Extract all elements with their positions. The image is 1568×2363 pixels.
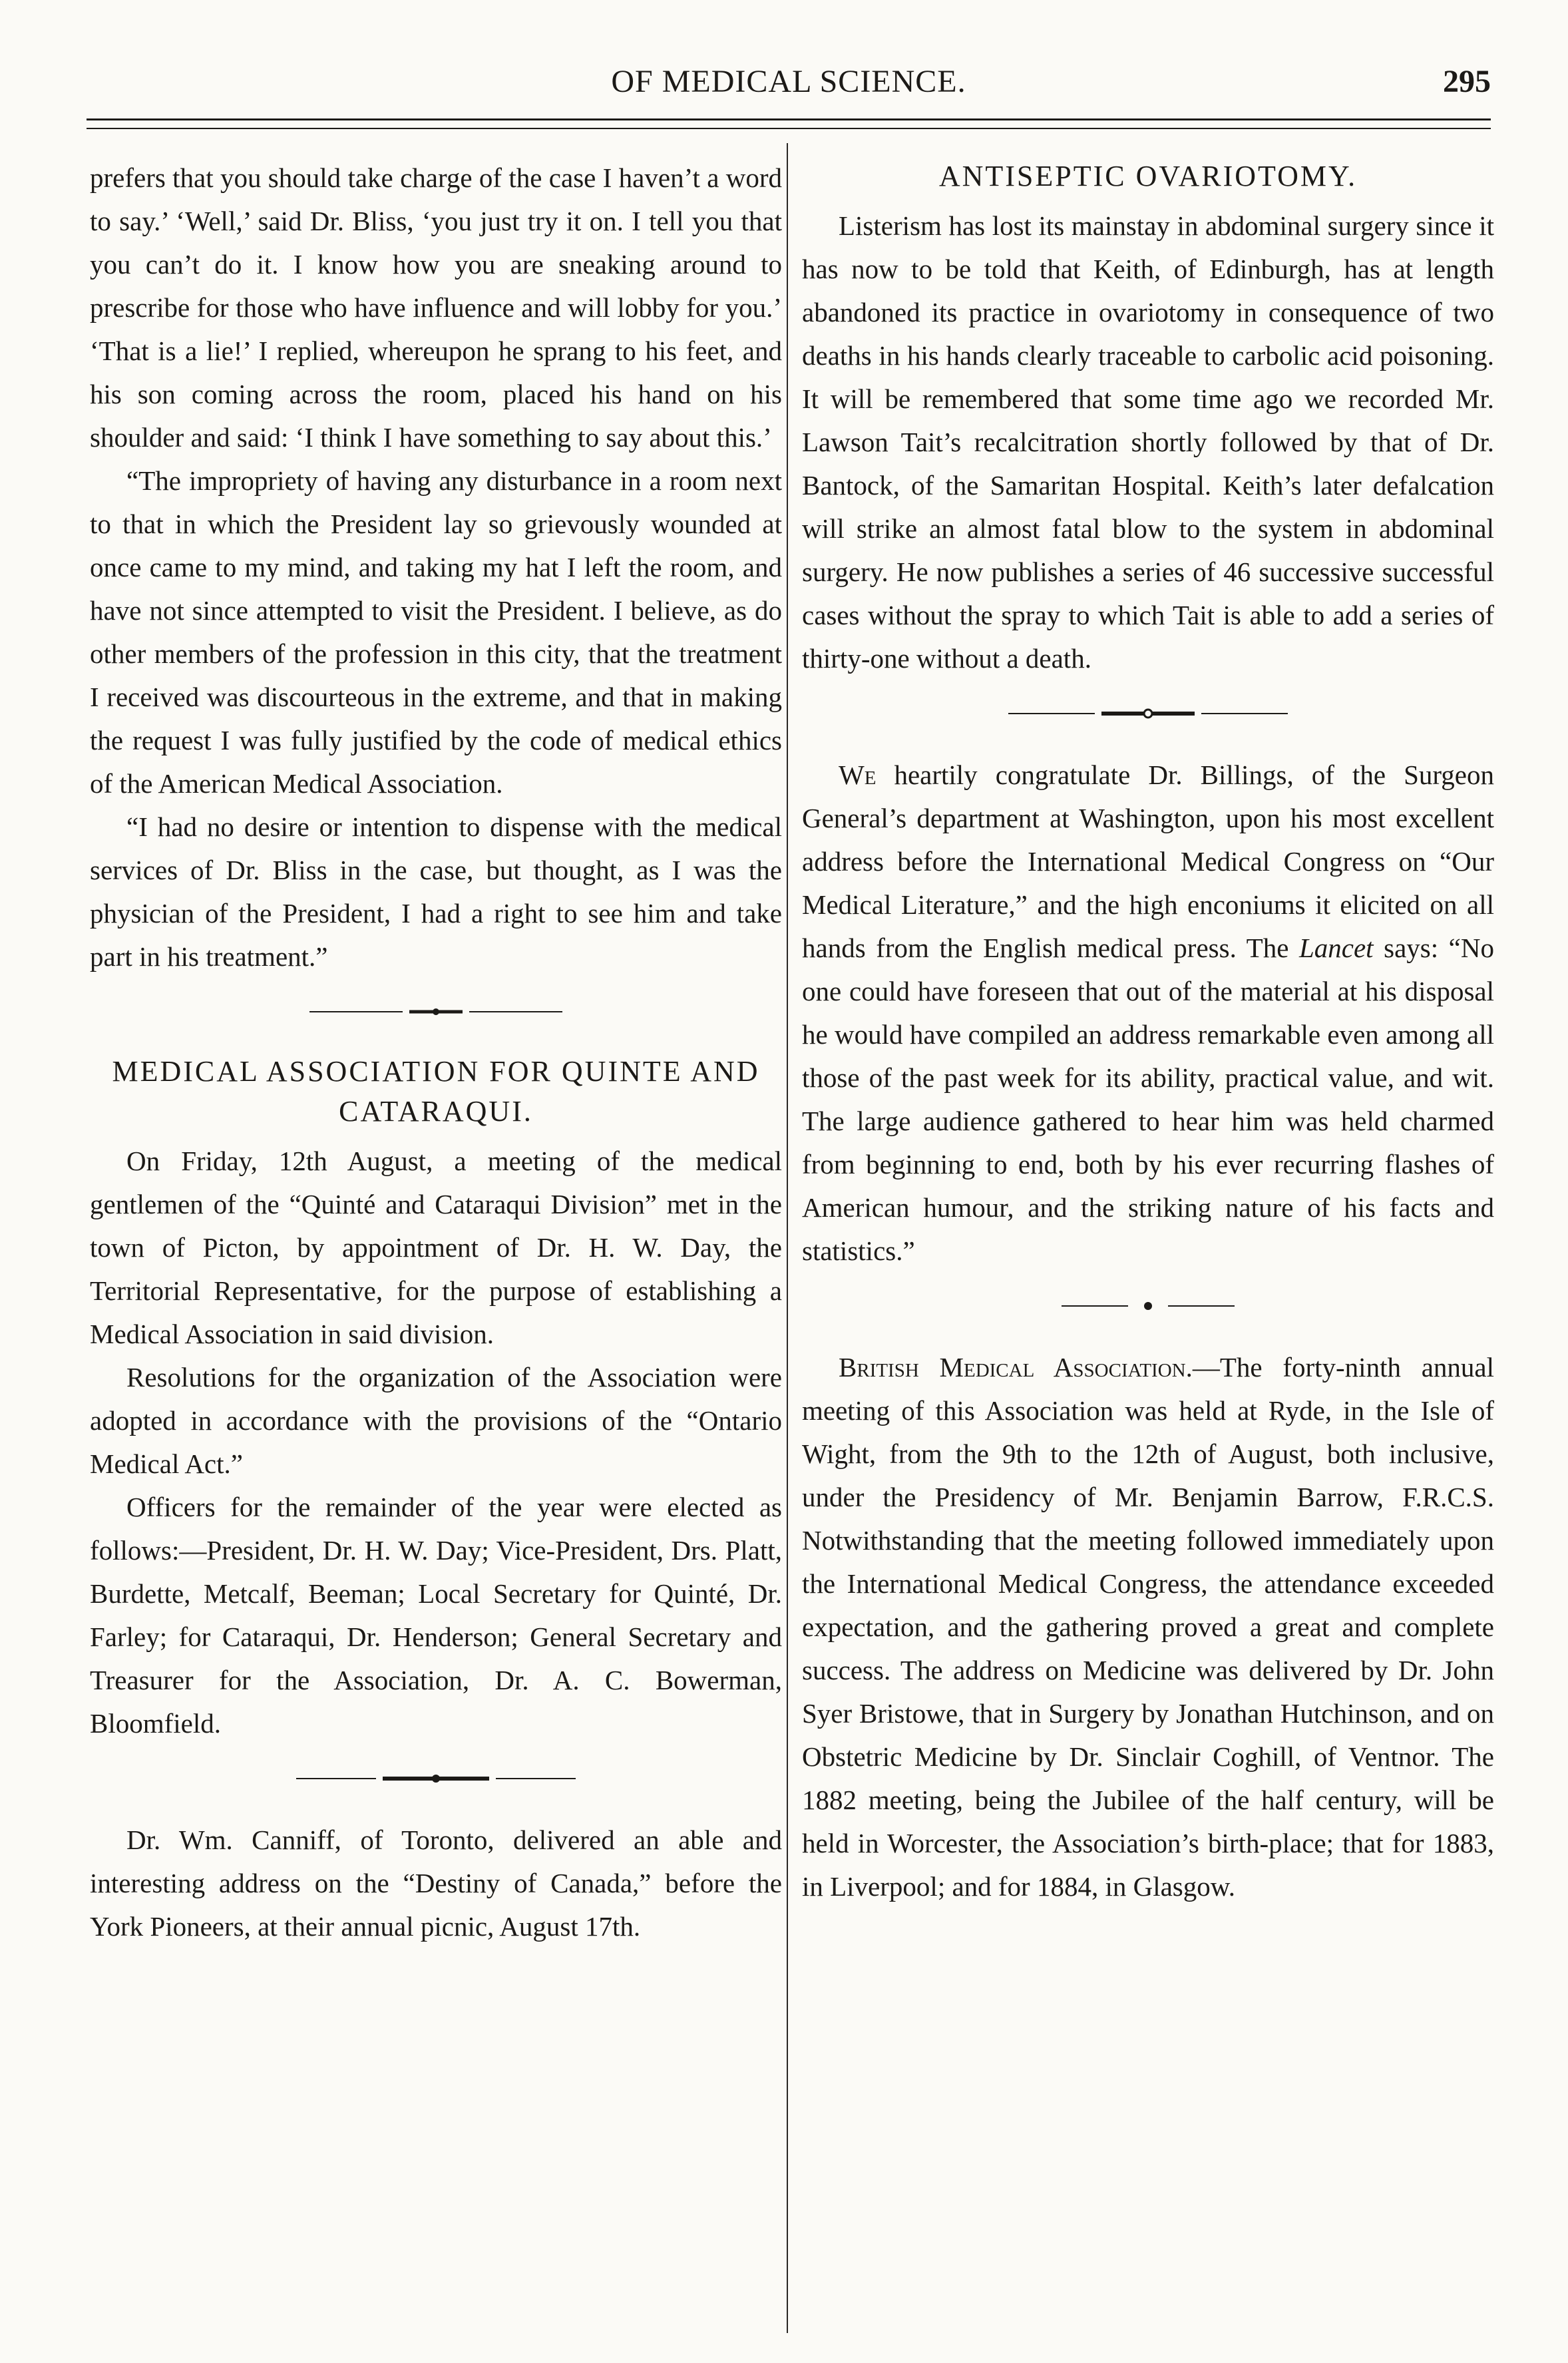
running-title: OF MEDICAL SCIENCE. bbox=[611, 64, 966, 99]
left-column bbox=[90, 156, 782, 1948]
paragraph-billings: We heartily congratulate Dr. Billings, of the Surgeon General’s department at Washington, upon his most excellent address before the International Medical Congress on “Our Medical Literature,” and the high enconiums it elicited on all hands from the English medical press. The Lancet says: “No one could have foreseen that out of the material at his disposal he would have compiled an address remarkable even among all those of the past week for its ability, practical value, and wit. The large audience gathered to hear him was held charmed from beginning to end, both by his ever recurring flashes of American humour, and the striking nature of his facts and statistics.” bbox=[802, 759, 1494, 1266]
lead-phrase: British Medical Association. bbox=[839, 1352, 1193, 1383]
heading-antiseptic-ovariotomy: ANTISEPTIC OVARIOTOMY. bbox=[938, 160, 1358, 192]
heading-quinte-cataraqui: MEDICAL ASSOCIATION FOR QUINTE AND CATARAQUI. bbox=[112, 1055, 760, 1128]
lead-word: We bbox=[839, 759, 877, 790]
journal-title: Lancet bbox=[1298, 933, 1374, 963]
paragraph-meeting: On Friday, 12th August, a meeting of the medical gentlemen of the “Quinté and Cataraqui Division” met in the town of Picton, by appointment of Dr. H. W. Day, the Territorial Representative, for the purpose of establishing a Medical Association in said division. bbox=[90, 1146, 782, 1349]
header-double-rule bbox=[87, 118, 1491, 129]
paragraph-resolutions: Resolutions for the organization of the Association were adopted in accordance with the provisions of the “Ontario Medical Act.” bbox=[90, 1362, 782, 1479]
section-divider-ornament bbox=[296, 1005, 576, 1018]
right-column bbox=[802, 156, 1494, 1908]
paragraph-no-desire: “I had no desire or intention to dispense with the medical services of Dr. Bliss in the case, but thought, as I was the physician of the President, I had a right to see him and take part in his treatment.” bbox=[90, 811, 782, 972]
section-divider-ornament bbox=[283, 1772, 589, 1785]
paragraph-continued: prefers that you should take charge of the case I haven’t a word to say.’ ‘Well,’ said Dr. Bliss, ‘you just try it on. I tell you that you can’t do it. I know how you are sneaking around to prescribe for those who have influence and will lobby for you.’ ‘That is a lie!’ I replied, whereupon he sprang to his feet, and his son coming across the room, placed his hand on his shoulder and said: ‘I think I have something to say about this.’ bbox=[90, 162, 782, 453]
paragraph-impropriety: “The impropriety of having any disturbance in a room next to that in which the President lay so grievously wounded at once came to my mind, and taking my hat I left the room, and have not since attempted to visit the President. I believe, as do other members of the profession in this city, that the treatment I received was discourteous in the extreme, and that in making the request I was fully justified by the code of medical ethics of the American Medical Association. bbox=[90, 465, 782, 799]
paragraph-listerism: Listerism has lost its mainstay in abdominal surgery since it has now to be told that Keith, of Edinburgh, has at length abandoned its practice in ovariotomy in consequence of two deaths in his hands clearly traceable to carbolic acid poisoning. It will be remembered that some time ago we recorded Mr. Lawson Tait’s recalcitration shortly followed by that of Dr. Bantock, of the Samaritan Hospital. Keith’s later defalcation will strike an almost fatal blow to the system in abdominal surgery. He now publishes a series of 46 successive successful cases without the spray to which Tait is able to add a series of thirty-one without a death. bbox=[802, 210, 1494, 674]
paragraph-officers: Officers for the remainder of the year were elected as follows:—President, Dr. H. W. Day; Vice-President, Drs. Platt, Burdette, Metcalf, Beeman; Local Secretary for Quinté, Dr. Farley; for Cataraqui, Dr. Henderson; General Secretary and Treasurer for the Association, Dr. A. C. Bowerman, Bloomfield. bbox=[90, 1492, 782, 1739]
running-head bbox=[87, 63, 1491, 110]
section-divider-ornament bbox=[995, 707, 1301, 720]
column-divider bbox=[787, 143, 788, 2333]
paragraph-canniff: Dr. Wm. Canniff, of Toronto, delivered an able and interesting address on the “Destiny of Canada,” before the York Pioneers, at their annual picnic, August 17th. bbox=[90, 1825, 782, 1942]
page-number: 295 bbox=[1443, 64, 1491, 99]
paragraph-bma: British Medical Association.—The forty-ninth annual meeting of this Association was held at Ryde, in the Isle of Wight, from the 9th to the 12th of August, both inclusive, under the Presidency of Mr. Benjamin Barrow, F.R.C.S. Notwithstanding that the meeting followed immediately upon the International Medical Congress, the attendance exceeded expectation, and the gathering proved a great and complete success. The address on Medicine was delivered by Dr. John Syer Bristowe, that in Surgery by Jonathan Hutchinson, and on Obstetric Medicine by Dr. Sinclair Coghill, of Ventnor. The 1882 meeting, being the Jubilee of the half century, will be held in Worcester, the Association’s birth-place; that for 1883, in Liverpool; and for 1884, in Glasgow. bbox=[802, 1352, 1494, 1902]
section-divider-ornament bbox=[1048, 1299, 1248, 1313]
